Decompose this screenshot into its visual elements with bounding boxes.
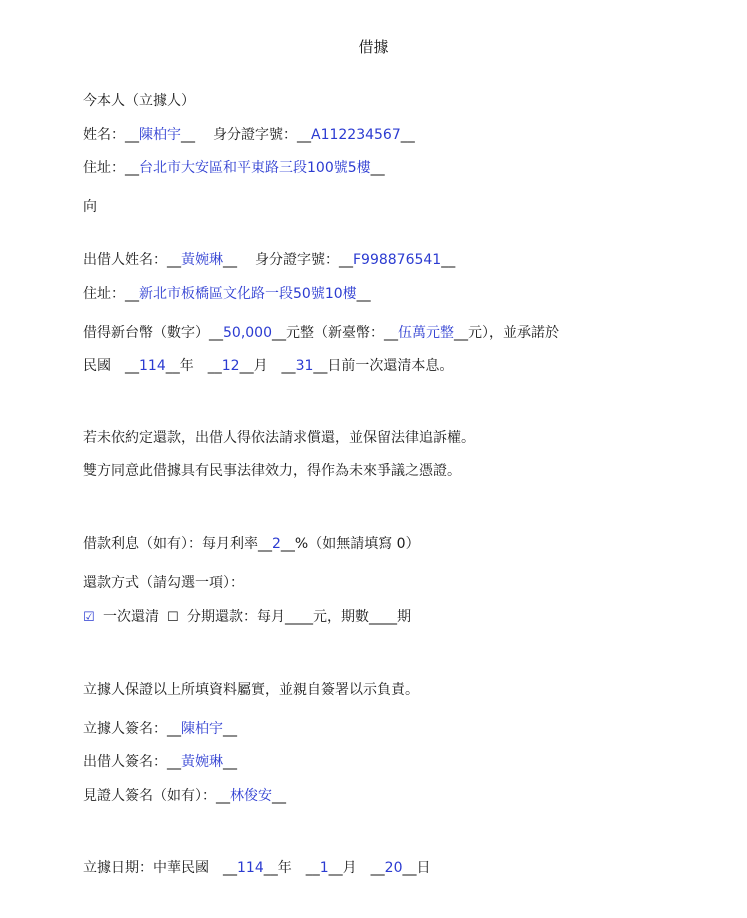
date-month: 1: [319, 860, 329, 876]
due-p4: __日前一次還清本息。: [313, 358, 454, 374]
date-p4: __日: [402, 860, 431, 876]
document-date-line: [83, 859, 430, 877]
due-p2: __年 __: [165, 358, 222, 374]
interest-p2: __%（如無請填寫 0）: [280, 536, 420, 552]
borrower-name-label: 姓名：__: [83, 127, 139, 143]
borrower-address-line: [83, 159, 385, 177]
borrower-signature-label: 立據人簽名：__: [83, 721, 181, 737]
installment-label: 分期還款：每月____元，期數____期: [187, 609, 411, 625]
date-p1: 立據日期：中華民國 __: [83, 860, 237, 876]
interest-line: [83, 535, 420, 553]
witness-signature-label: 見證人簽名（如有）：__: [83, 788, 230, 804]
due-p3: __月 __: [239, 358, 296, 374]
lender-signature-value: 黃婉琳: [181, 754, 223, 770]
lender-name-line: [83, 251, 455, 269]
due-month: 12: [221, 358, 240, 374]
date-day: 20: [384, 860, 403, 876]
borrower-name-value: 陳柏宇: [139, 127, 181, 143]
declaration-line: 立據人保證以上所填資料屬實，並親自簽署以示負責。: [83, 682, 419, 698]
due-date-line: [83, 357, 453, 375]
lender-id-label: 身分證字號：__: [255, 252, 353, 268]
interest-p1: 借款利息（如有）：每月利率__: [83, 536, 272, 552]
lender-name-label: 出借人姓名：__: [83, 252, 181, 268]
borrower-signature-value: 陳柏宇: [181, 721, 223, 737]
installment-checkbox[interactable]: ☐: [167, 610, 179, 625]
due-year: 114: [139, 358, 166, 374]
lender-address-value: 新北市板橋區文化路一段50號10樓: [139, 286, 357, 302]
lump-sum-checkbox[interactable]: ☑: [83, 610, 95, 625]
repay-options-line: [83, 608, 411, 627]
repay-label: 還款方式（請勾選一項）：: [83, 575, 244, 591]
borrower-id-label: 身分證字號：__: [213, 127, 311, 143]
due-day: 31: [295, 358, 314, 374]
lender-address-label: 住址：__: [83, 286, 139, 302]
borrower-signature-line: [83, 720, 237, 738]
date-p2: __年 __: [263, 860, 320, 876]
loan-p2: __元整（新臺幣：__: [272, 325, 398, 341]
borrower-id-value: A112234567: [311, 127, 401, 143]
due-p1: 民國 __: [83, 358, 139, 374]
witness-signature-line: [83, 787, 286, 805]
loan-p3: __元），並承諾於: [454, 325, 559, 341]
lender-signature-line: [83, 753, 237, 771]
lender-address-line: [83, 285, 371, 303]
borrower-address-value: 台北市大安區和平東路三段100號5樓: [139, 160, 371, 176]
borrower-signature-tail: __: [223, 721, 237, 737]
borrower-name-tail: __: [181, 127, 195, 143]
intro-line: 今本人（立據人）: [83, 93, 195, 109]
borrower-address-tail: __: [370, 160, 385, 176]
witness-signature-value: 林俊安: [230, 788, 272, 804]
clause-legal-effect: 雙方同意此借據具有民事法律效力，得作為未來爭議之憑證。: [83, 463, 461, 479]
witness-signature-tail: __: [272, 788, 286, 804]
document-title: 借據: [358, 38, 389, 56]
clause-legal-action: 若未依約定還款，出借人得依法請求償還，並保留法律追訴權。: [83, 430, 475, 446]
to-word: 向: [83, 199, 97, 215]
lender-id-tail: __: [441, 252, 456, 268]
lender-signature-tail: __: [223, 754, 237, 770]
lender-id-value: F998876541: [353, 252, 442, 268]
interest-rate: 2: [272, 536, 281, 552]
borrower-name-line: [83, 126, 415, 144]
lender-address-tail: __: [356, 286, 371, 302]
loan-p1: 借得新台幣（數字）__: [83, 325, 223, 341]
lender-signature-label: 出借人簽名：__: [83, 754, 181, 770]
lender-name-tail: __: [223, 252, 237, 268]
date-year: 114: [237, 860, 264, 876]
loan-amount-line: [83, 324, 559, 342]
date-p3: __月 __: [328, 860, 385, 876]
loan-amount-text: 伍萬元整: [398, 325, 454, 341]
borrower-id-tail: __: [400, 127, 415, 143]
lump-sum-label: 一次還清: [103, 609, 159, 625]
loan-amount-number: 50,000: [223, 325, 272, 341]
borrower-address-label: 住址：__: [83, 160, 139, 176]
lender-name-value: 黃婉琳: [181, 252, 223, 268]
